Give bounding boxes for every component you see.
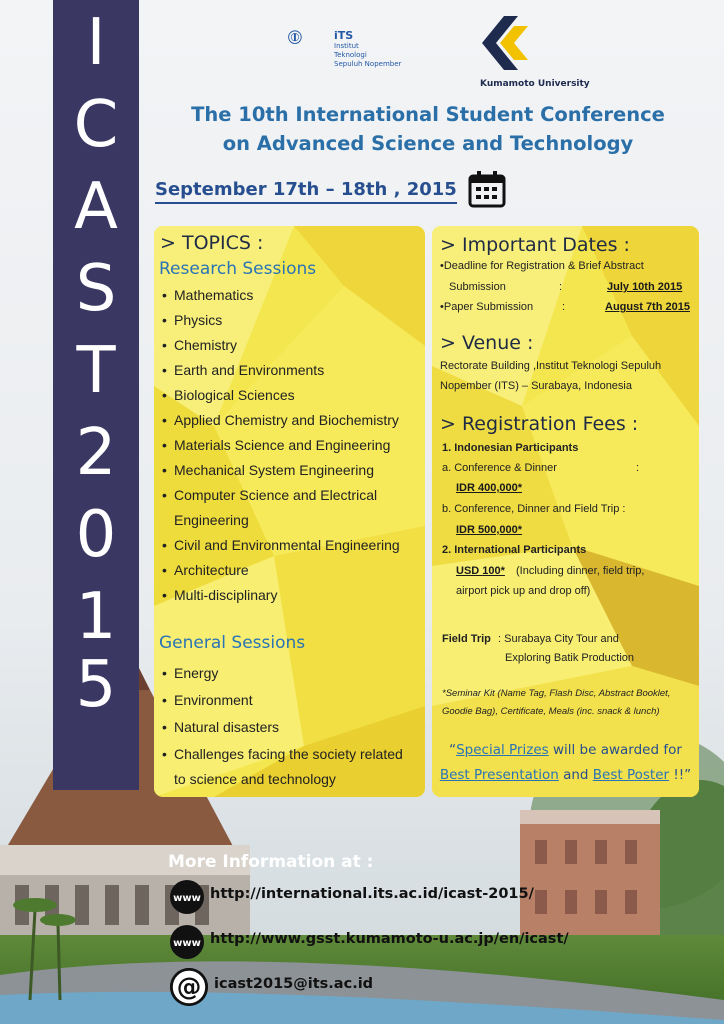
- important-dates-heading: > Important Dates :: [440, 234, 630, 256]
- registration-fees-heading: > Registration Fees :: [440, 413, 639, 435]
- banner-letter: 2: [75, 416, 117, 490]
- its-logo-text: [334, 30, 401, 69]
- fee-group: 1. Indonesian Participants: [442, 442, 579, 454]
- calendar-icon: [468, 170, 506, 208]
- its-name: iTS: [334, 29, 354, 42]
- banner-letter: T: [76, 334, 116, 408]
- list-item: to science and technology: [174, 771, 336, 787]
- list-item: • Biological Sciences: [162, 387, 295, 403]
- paper-date: August 7th 2015: [605, 301, 690, 313]
- venue-line: Nopember (ITS) – Surabaya, Indonesia: [440, 380, 632, 392]
- venue-heading: > Venue :: [440, 332, 534, 354]
- its-line: Institut: [334, 42, 359, 50]
- list-item: • Energy: [162, 665, 219, 681]
- list-item: • Environment: [162, 692, 253, 708]
- prize-line-1: “Special Prizes will be awarded for: [449, 742, 682, 758]
- prize-line-2: Best Presentation and Best Poster !!”: [439, 767, 692, 783]
- list-item: • Architecture: [162, 562, 249, 578]
- field-trip-text: : Surabaya City Tour and: [498, 633, 619, 645]
- fee-price: IDR 500,000*: [456, 524, 523, 536]
- deadline-label: •Deadline for Registration & Brief Abstract: [440, 260, 644, 272]
- list-item: • Natural disasters: [162, 719, 280, 735]
- best-presentation: Best Presentation: [439, 767, 559, 783]
- its-logo-icon: [288, 10, 332, 70]
- fee-note: (Including dinner, field trip,: [516, 565, 645, 577]
- list-item: • Multi-disciplinary: [162, 587, 278, 603]
- paper-label: •Paper Submission: [440, 301, 534, 313]
- venue-line: Rectorate Building ,Institut Teknologi Sepuluh: [440, 360, 662, 372]
- list-item: • Mathematics: [162, 287, 254, 303]
- banner-letter: 0: [75, 498, 117, 572]
- kumamoto-logo-icon: [474, 12, 534, 74]
- at-icon: [170, 968, 208, 1006]
- fee-label: a. Conference & Dinner: [442, 462, 557, 474]
- fee-label: b. Conference, Dinner and Field Trip :: [442, 503, 626, 515]
- www-icon: [170, 925, 204, 959]
- email-link[interactable]: icast2015@its.ac.id: [214, 976, 374, 992]
- link-its[interactable]: http://international.its.ac.id/icast-2015/: [210, 886, 534, 902]
- list-item: Engineering: [174, 512, 249, 528]
- list-item: • Earth and Environments: [162, 362, 325, 378]
- list-item: • Physics: [162, 312, 223, 328]
- colon: :: [559, 281, 563, 293]
- svg-text:www: www: [173, 893, 201, 904]
- conference-title: [158, 100, 698, 158]
- fee-note: airport pick up and drop off): [456, 585, 591, 597]
- seminar-kit-note: *Seminar Kit (Name Tag, Flash Disc, Abstract Booklet,: [442, 688, 671, 699]
- title-line: The 10th International Student Conference: [191, 103, 665, 126]
- field-trip-text: Exploring Batik Production: [505, 652, 635, 664]
- colon: :: [636, 462, 640, 474]
- banner-letter: I: [86, 6, 106, 80]
- list-item: • Applied Chemistry and Biochemistry: [162, 412, 399, 428]
- research-sessions-heading: Research Sessions: [159, 259, 317, 279]
- fee-group: 2. International Participants: [442, 544, 587, 556]
- deadline-date: July 10th 2015: [607, 281, 683, 293]
- list-item: • Mechanical System Engineering: [162, 462, 374, 478]
- banner-letter: A: [74, 170, 118, 244]
- www-icon: [170, 880, 204, 914]
- colon: :: [562, 301, 566, 313]
- banner-letter: 1: [75, 580, 117, 654]
- title-line: on Advanced Science and Technology: [222, 132, 634, 155]
- banner-letter: 5: [75, 648, 117, 722]
- topics-heading: > TOPICS :: [160, 232, 264, 254]
- its-line: Sepuluh Nopember: [334, 60, 402, 68]
- deadline-label: Submission: [449, 281, 506, 293]
- icast-banner: [53, 0, 139, 790]
- topics-panel: [154, 226, 425, 797]
- field-trip-label: Field Trip: [442, 633, 491, 645]
- list-item: • Challenges facing the society related: [162, 746, 403, 762]
- fee-price: USD 100*: [456, 565, 505, 577]
- conference-dates: September 17th – 18th , 2015: [155, 178, 457, 204]
- banner-letter: S: [75, 252, 117, 326]
- svg-text:www: www: [173, 938, 201, 949]
- list-item: • Civil and Environmental Engineering: [162, 537, 400, 553]
- more-info-heading: More Information at :: [168, 852, 374, 872]
- list-item: • Computer Science and Electrical: [162, 487, 378, 503]
- seminar-kit-note: Goodie Bag), Certificate, Meals (inc. snack & lunch): [442, 706, 660, 717]
- fee-price: IDR 400,000*: [456, 482, 523, 494]
- special-prizes: Special Prizes: [456, 742, 549, 758]
- svg-text:@: @: [176, 971, 202, 1001]
- kumamoto-name: Kumamoto University: [480, 79, 590, 89]
- list-item: • Chemistry: [162, 337, 238, 353]
- general-sessions-heading: General Sessions: [159, 633, 306, 653]
- info-panel: [432, 226, 699, 797]
- best-poster: Best Poster: [592, 767, 670, 783]
- list-item: • Materials Science and Engineering: [162, 437, 391, 453]
- its-line: Teknologi: [334, 51, 367, 59]
- link-kumamoto[interactable]: http://www.gsst.kumamoto-u.ac.jp/en/icast/: [210, 931, 569, 947]
- banner-letter: C: [73, 88, 119, 162]
